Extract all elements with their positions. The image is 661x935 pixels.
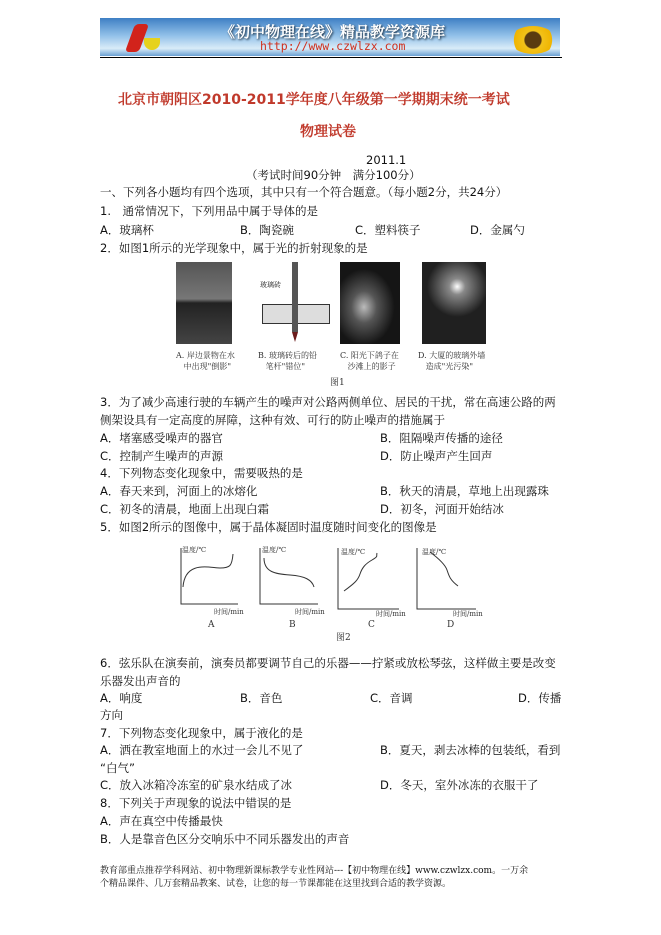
q7-stem: 7．下列物态变化现象中，属于液化的是 bbox=[100, 726, 303, 740]
figure1-photo-c bbox=[340, 262, 400, 344]
figure2-label: 图2 bbox=[336, 633, 351, 643]
footer-line-1: 教育部重点推荐学科网站、初中物理新课标教学专业性网站---【初中物理在线】www.czwlzx.com。一万余 bbox=[100, 866, 529, 876]
q4-option-c: C．初冬的清晨，地面上出现白霜 bbox=[100, 502, 270, 516]
graph-c-ylabel: 温度/℃ bbox=[341, 548, 366, 556]
figure1-caption-a: A. 岸边景物在水 中出现"倒影" bbox=[176, 351, 235, 371]
q8-option-a: A．声在真空中传播最快 bbox=[100, 814, 223, 828]
q4-option-b: B．秋天的清晨，草地上出现露珠 bbox=[380, 484, 549, 498]
q3-option-a: A．堵塞感受噪声的器官 bbox=[100, 431, 223, 445]
graph-d-ylabel: 温度/℃ bbox=[422, 548, 447, 556]
q7-option-d: D．冬天，室外冰冻的衣服干了 bbox=[380, 778, 539, 792]
figure1-caption-b: B. 玻璃砖后的铅 笔杆"错位" bbox=[258, 351, 317, 371]
figure1-caption-c: C. 阳光下鸽子在 沙滩上的影子 bbox=[340, 351, 399, 371]
q7-option-b: B．夏天，剥去冰棒的包装纸，看到 bbox=[380, 743, 561, 757]
q6-stem-1: 6．弦乐队在演奏前，演奏员都要调节自己的乐器——拧紧或放松琴弦，这样做主要是改变 bbox=[100, 656, 556, 670]
banner-url: http://www.czwlzx.com bbox=[260, 39, 406, 53]
exam-info: （考试时间90分钟 满分100分） bbox=[246, 168, 421, 182]
q1-option-a: A．玻璃杯 bbox=[100, 223, 154, 237]
graph-c-label: C bbox=[368, 620, 375, 630]
graph-d-label: D bbox=[447, 620, 455, 630]
q5-stem: 5．如图2所示的图像中，属于晶体凝固时温度随时间变化的图像是 bbox=[100, 520, 437, 534]
graph-a-axes bbox=[181, 548, 238, 604]
q7-option-a: A．洒在教室地面上的水过一会儿不见了 bbox=[100, 743, 304, 757]
graph-b-ylabel: 温度/℃ bbox=[262, 546, 287, 554]
q3-option-b: B．阻隔噪声传播的途径 bbox=[380, 431, 503, 445]
graph-c-curve bbox=[344, 553, 377, 591]
figure1-photo-d bbox=[422, 262, 486, 344]
graph-d-xlabel: 时间/min bbox=[453, 610, 483, 618]
divider bbox=[100, 57, 562, 58]
q8-stem: 8．下列关于声现象的说法中错误的是 bbox=[100, 796, 292, 810]
q6-option-b: B．音色 bbox=[240, 691, 283, 705]
q2-stem: 2．如图1所示的光学现象中，属于光的折射现象的是 bbox=[100, 241, 368, 255]
graph-b-axes bbox=[260, 548, 318, 604]
q4-stem: 4．下列物态变化现象中，需要吸热的是 bbox=[100, 466, 303, 480]
q3-option-d: D．防止噪声产生回声 bbox=[380, 449, 493, 463]
graph-b-xlabel: 时间/min bbox=[295, 608, 325, 616]
graph-a-xlabel: 时间/min bbox=[214, 608, 244, 616]
q1-option-c: C．塑料筷子 bbox=[355, 223, 421, 237]
q8-option-b: B．人是靠音色区分交响乐中不同乐器发出的声音 bbox=[100, 832, 350, 846]
graph-b-label: B bbox=[289, 620, 296, 630]
figure1-caption-d: D. 大厦的玻璃外墙 造成"光污染" bbox=[418, 351, 486, 371]
q3-stem-1: 3．为了减少高速行驶的车辆产生的噪声对公路两侧单位、居民的干扰，常在高速公路的两 bbox=[100, 395, 556, 409]
figure2-graphs bbox=[160, 540, 500, 650]
q7-option-b-continuation: “白气” bbox=[100, 761, 135, 775]
graph-a-ylabel: 温度/℃ bbox=[182, 546, 207, 554]
q6-option-a: A．响度 bbox=[100, 691, 143, 705]
graph-b-curve bbox=[264, 558, 314, 587]
q1-option-d: D．金属勺 bbox=[470, 223, 525, 237]
q1-option-b: B．陶瓷碗 bbox=[240, 223, 294, 237]
sunflower-icon bbox=[510, 26, 556, 54]
exam-date: 2011.1 bbox=[366, 153, 407, 167]
q6-option-c: C．音调 bbox=[370, 691, 413, 705]
footer-line-2: 个精品课件、几万套精品教案、试卷，让您的每一节课都能在这里找到合适的教学资源。 bbox=[100, 879, 452, 889]
figure1-photo-a bbox=[176, 262, 232, 344]
exam-title: 北京市朝阳区2010-2011学年度八年级第一学期期末统一考试 bbox=[118, 92, 510, 108]
section-heading: 一、下列各小题均有四个选项，其中只有一个符合题意。（每小题2分，共24分） bbox=[100, 185, 508, 199]
graph-c-xlabel: 时间/min bbox=[376, 610, 406, 618]
banner-title: 《初中物理在线》精品教学资源库 bbox=[220, 23, 446, 41]
q6-option-d: D．传播 bbox=[518, 691, 562, 705]
figure1-label: 图1 bbox=[330, 378, 345, 388]
graph-a-label: A bbox=[208, 620, 215, 630]
q3-option-c: C．控制产生噪声的声源 bbox=[100, 449, 224, 463]
glass-brick-label: 玻璃砖 bbox=[260, 281, 281, 289]
site-banner bbox=[100, 18, 560, 56]
q6-option-d-continuation: 方向 bbox=[100, 708, 123, 722]
q6-stem-2: 乐器发出声音的 bbox=[100, 674, 181, 688]
figure1-photo-b bbox=[258, 262, 334, 344]
graph-a-curve bbox=[183, 554, 233, 587]
q7-option-c: C．放入冰箱冷冻室的矿泉水结成了冰 bbox=[100, 778, 293, 792]
q3-stem-2: 侧架设具有一定高度的屏障，这种有效、可行的防止噪声的措施属于 bbox=[100, 413, 445, 427]
q4-option-d: D．初冬，河面开始结冰 bbox=[380, 502, 504, 516]
logo-icon-2 bbox=[144, 38, 160, 50]
q4-option-a: A．春天来到，河面上的冰熔化 bbox=[100, 484, 258, 498]
q1-stem: 1. 通常情况下，下列用品中属于导体的是 bbox=[100, 204, 318, 218]
exam-subtitle: 物理试卷 bbox=[300, 124, 356, 140]
